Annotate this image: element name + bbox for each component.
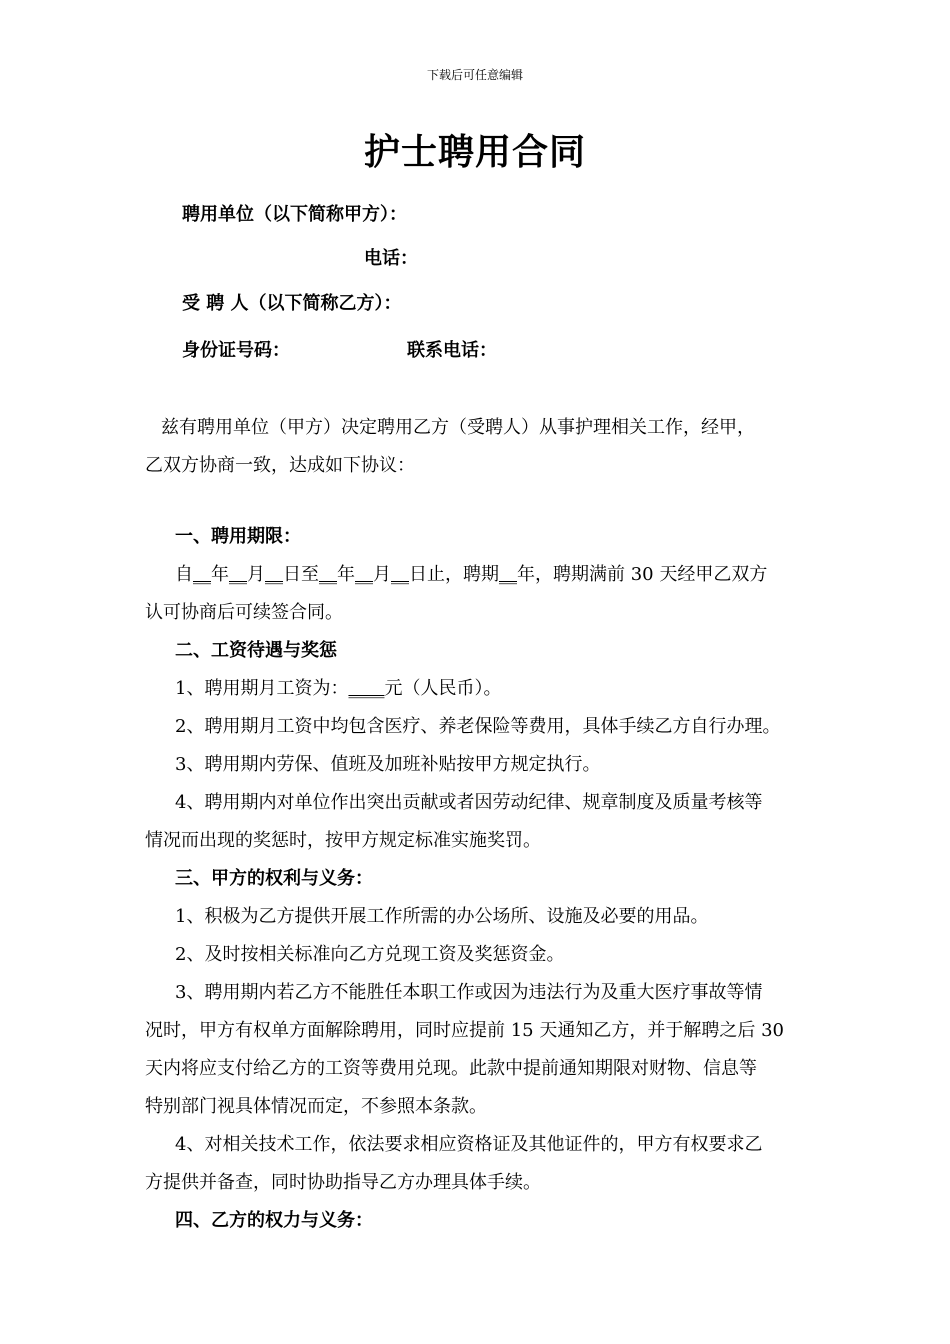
phone-field-label: 电话：	[364, 248, 418, 269]
clause-item: 2、及时按相关标准向乙方兑现工资及奖惩资金。	[175, 944, 565, 965]
blank-day-end: __	[391, 564, 409, 585]
blank-years: __	[499, 564, 517, 585]
intro-line: 兹有聘用单位（甲方）决定聘用乙方（受聘人）从事护理相关工作，经甲，	[161, 417, 755, 438]
blank-month-start: __	[229, 564, 247, 585]
id-number-field-label: 身份证号码：	[182, 340, 290, 361]
clause-item: 3、聘用期内若乙方不能胜任本职工作或因为违法行为及重大医疗事故等情	[175, 982, 763, 1003]
clause-item-continued: 方提供并备查，同时协助指导乙方办理具体手续。	[145, 1172, 541, 1193]
employee-field-label: 受 聘 人（以下简称乙方）：	[182, 293, 402, 314]
clause-item-continued: 天内将应支付给乙方的工资等费用兑现。此款中提前通知期限对财物、信息等	[145, 1058, 757, 1079]
contract-body	[145, 518, 810, 1240]
section-heading: 三、甲方的权利与义务：	[175, 868, 373, 889]
blank-month-end: __	[355, 564, 373, 585]
contact-phone-field-label: 联系电话：	[407, 340, 497, 361]
term-text: 月	[373, 564, 391, 585]
intro-line: 乙双方协商一致，达成如下协议：	[145, 455, 415, 476]
term-text: 月	[247, 564, 265, 585]
term-paragraph-continued: 认可协商后可续签合同。	[145, 602, 343, 623]
clause-item-continued: 情况而出现的奖惩时，按甲方规定标准实施奖罚。	[145, 830, 541, 851]
clause-salary	[145, 670, 810, 708]
term-text: 年	[211, 564, 229, 585]
clause-item-continued: 况时，甲方有权单方面解除聘用，同时应提前 15 天通知乙方，并于解聘之后 30	[145, 1020, 784, 1041]
term-text: 年	[337, 564, 355, 585]
section-heading: 一、聘用期限：	[175, 526, 301, 547]
clause-text: 元（人民币）。	[384, 678, 502, 699]
term-text: 自	[175, 564, 193, 585]
clause-item-continued: 特别部门视具体情况而定，不参照本条款。	[145, 1096, 487, 1117]
clause-item: 4、对相关技术工作，依法要求相应资格证及其他证件的，甲方有权要求乙	[175, 1134, 763, 1155]
intro-paragraph	[145, 409, 810, 485]
term-text: 日至	[283, 564, 319, 585]
term-text: 日止，聘期	[409, 564, 499, 585]
clause-item: 1、积极为乙方提供开展工作所需的办公场所、设施及必要的用品。	[175, 906, 709, 927]
blank-salary: ____	[348, 678, 385, 699]
term-text: 年，聘期满前 30 天经甲乙双方	[517, 564, 768, 585]
employer-field-label: 聘用单位（以下简称甲方）：	[182, 204, 407, 225]
clause-item: 2、聘用期月工资中均包含医疗、养老保险等费用，具体手续乙方自行办理。	[175, 716, 781, 737]
blank-year-start: __	[193, 564, 211, 585]
page-header-note: 下载后可任意编辑	[426, 68, 523, 82]
section-heading: 四、乙方的权力与义务：	[175, 1210, 373, 1231]
blank-year-end: __	[319, 564, 337, 585]
term-paragraph	[145, 556, 810, 594]
blank-day-start: __	[265, 564, 283, 585]
section-heading: 二、工资待遇与奖惩	[175, 640, 337, 661]
document-title: 护士聘用合同	[363, 132, 586, 173]
clause-item: 3、聘用期内劳保、值班及加班补贴按甲方规定执行。	[175, 754, 601, 775]
clause-item: 4、聘用期内对单位作出突出贡献或者因劳动纪律、规章制度及质量考核等	[175, 792, 763, 813]
clause-text: 1、聘用期月工资为：	[175, 678, 349, 699]
